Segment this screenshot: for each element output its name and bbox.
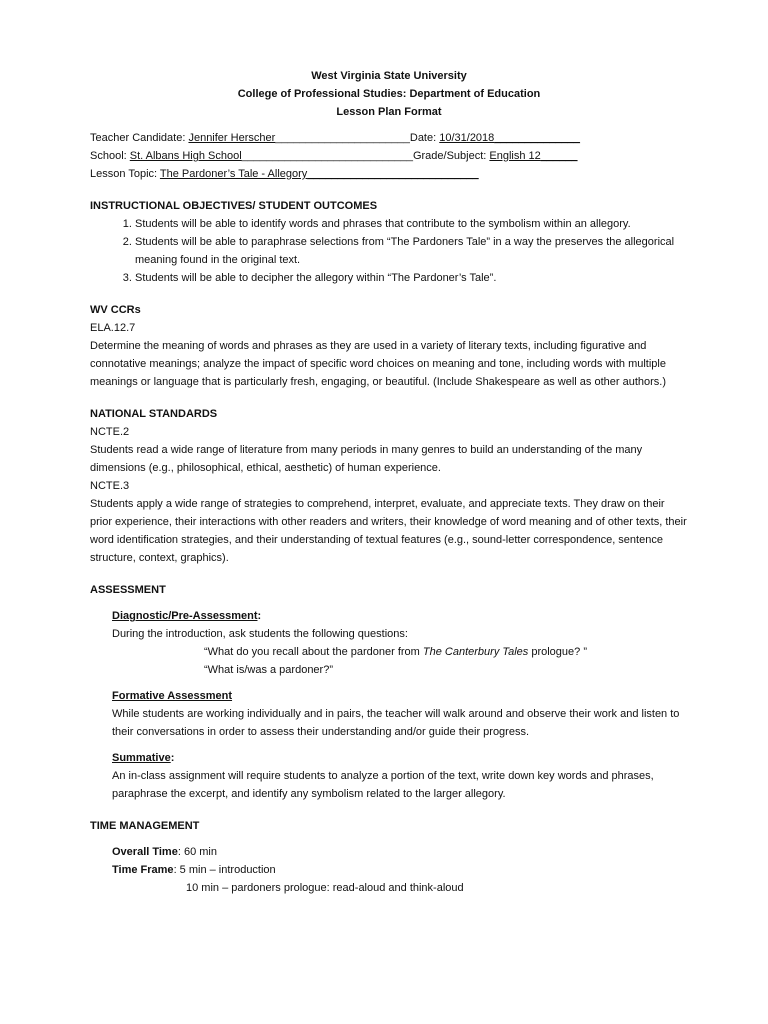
overall-time-row [112,843,688,861]
list-item: 1. Students will be able to identify words and phrases that contribute to the symbolism within an allegory. [135,215,688,233]
question-1-end: prologue? ” [528,646,587,658]
wvccr-heading: WV CCRs [90,304,141,316]
diagnostic-section [112,607,688,679]
school-name: St. Albans High School [129,150,242,162]
teacher-name: Jennifer Herscher [188,132,276,144]
formative-section [112,687,688,741]
summative-text: An in-class assignment will require students to analyze a portion of the text, write down key words and phrases, paraphrase the excerpt, and identify any symbolism related to the larger allegory. [112,770,654,800]
question-1 [204,643,688,661]
university-title: West Virginia State University [311,70,467,82]
list-item: 3. Students will be able to decipher the allegory within “The Pardoner’s Tale”. [135,269,688,287]
time-frame-line-2: 10 min – pardoners prologue: read-aloud and think-aloud [186,882,464,894]
date-fill: ______________ [494,132,580,144]
objectives-list [90,215,688,287]
time-frame-row [112,861,688,879]
topic-value: The Pardoner’s Tale - Allegory [159,168,308,180]
date-value: 10/31/2018 [439,132,495,144]
department-title: College of Professional Studies: Department of Education [237,88,541,100]
diagnostic-colon: : [257,610,262,622]
overall-time-label: Overall Time [112,846,178,858]
topic-fill: ____________________________ [307,168,479,180]
topic-row [90,165,688,183]
school-fill: ____________________________ [241,150,413,162]
teacher-label: Teacher Candidate: [90,132,189,144]
summative-label: Summative [112,752,171,764]
wvccr-text: Determine the meaning of words and phrases as they are used in a variety of literary texts, including figurative and connotative meanings; analyze the impact of specific word choices on meaning and tone, including words with multiple meanings or language that is particularly fresh, engaging, or beautiful. (Include Shakespeare as well as other authors.) [90,340,667,388]
summative-section [112,749,688,803]
assessment-heading: ASSESSMENT [90,584,166,596]
ncte3-code: NCTE.3 [90,480,130,492]
national-heading: NATIONAL STANDARDS [90,408,218,420]
formative-label: Formative Assessment [112,690,233,702]
question-2: “What is/was a pardoner?” [204,664,333,676]
time-frame-label: Time Frame [112,864,174,876]
list-item: 2. Students will be able to paraphrase selections from “The Pardoners Tale” in a way the preserves the allegorical meaning found in the original text. [135,233,688,269]
wvccr-code: ELA.12.7 [90,322,136,334]
grade-label: Grade/Subject: [412,150,490,162]
school-row [90,147,688,165]
teacher-fill: ______________________ [275,132,410,144]
formative-text: While students are working individually and in pairs, the teacher will walk around and observe their work and listen to their conversations in order to assess their understanding and/or guide their progress. [112,708,680,738]
summative-colon: : [170,752,175,764]
ncte3-text: Students apply a wide range of strategies to comprehend, interpret, evaluate, and appreciate texts. They draw on their prior experience, their interactions with other readers and writers, their knowledge of word meaning and of other texts, their word identification strategies, and their understanding of textual features (e.g., sound-letter correspondence, sentence structure, context, graphics). [90,498,687,564]
question-1-text: “What do you recall about the pardoner from [204,646,423,658]
date-label: Date: [409,132,440,144]
book-title: The Canterbury Tales [422,646,529,658]
ncte2-text: Students read a wide range of literature from many periods in many genres to build an understanding of the many dimensions (e.g., philosophical, ethical, aesthetic) of human experience. [90,444,643,474]
diagnostic-label: Diagnostic/Pre-Assessment [112,610,258,622]
topic-label: Lesson Topic: [90,168,160,180]
grade-fill: ______ [540,150,578,162]
school-label: School: [90,150,130,162]
time-frame-value: : 5 min – introduction [173,864,276,876]
ncte2-code: NCTE.2 [90,426,130,438]
teacher-row [90,129,688,147]
time-heading: TIME MANAGEMENT [90,820,200,832]
overall-time-value: : 60 min [177,846,217,858]
objectives-heading: INSTRUCTIONAL OBJECTIVES/ STUDENT OUTCOMES [90,200,378,212]
grade-value: English 12 [489,150,541,162]
form-title: Lesson Plan Format [336,106,442,118]
diagnostic-intro: During the introduction, ask students the following questions: [112,628,408,640]
